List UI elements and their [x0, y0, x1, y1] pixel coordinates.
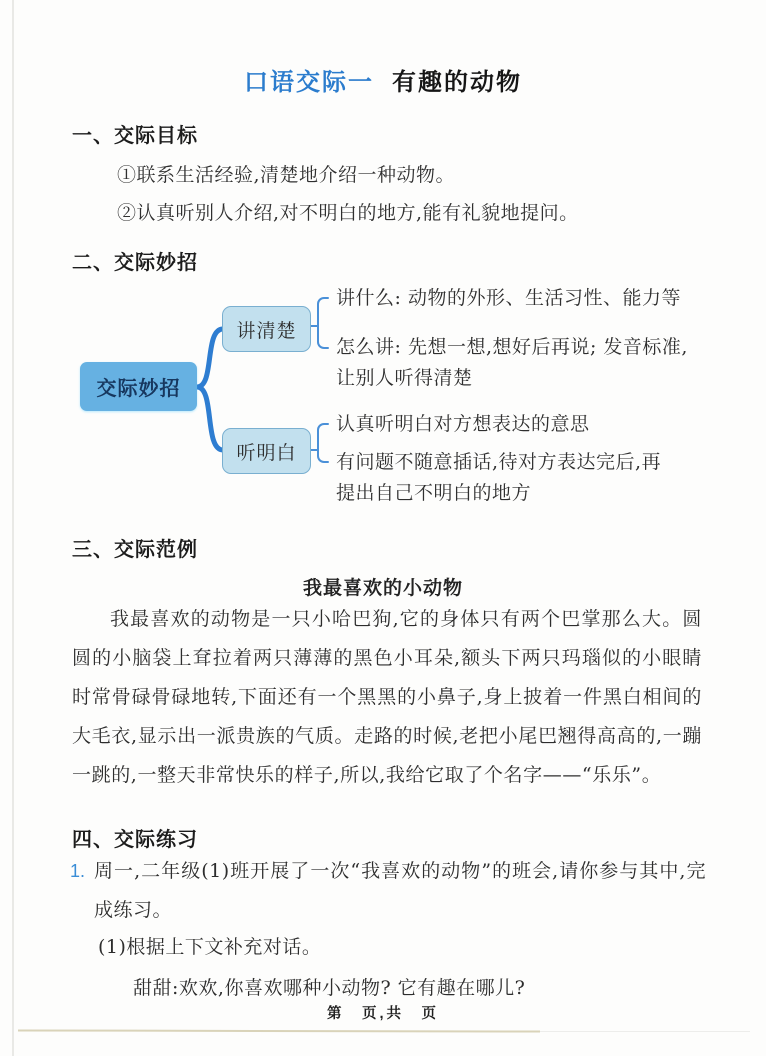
diagram-root-node: 交际妙招 — [80, 362, 197, 411]
page-title-badge: 口语交际一 — [244, 69, 374, 96]
diagram-leaf-how-to-say-line1: 怎么讲: 先想一想,想好后再说; 发音标准, — [336, 336, 688, 358]
question-subitem: (1)根据上下文补充对话。 — [98, 936, 322, 958]
goal-item-1: ①联系生活经验,清楚地介绍一种动物。 — [117, 164, 456, 186]
diagram-branch-listen-well: 听明白 — [222, 428, 311, 474]
question-number: 1. — [70, 861, 86, 881]
question-text: 周一,二年级(1)班开展了一次“我喜欢的动物”的班会,请你参与其中,完成练习。 — [94, 860, 706, 921]
scan-left-edge — [12, 0, 14, 1056]
page-footer: 第 页,共 页 — [326, 1006, 440, 1022]
section-heading-goals: 一、交际目标 — [72, 125, 198, 147]
scan-bottom-shadow — [540, 1031, 750, 1032]
diagram-leaf-no-interrupt-line2: 提出自己不明白的地方 — [336, 482, 532, 504]
goal-item-2: ②认真听别人介绍,对不明白的地方,能有礼貌地提问。 — [117, 202, 579, 224]
scan-bottom-edge — [18, 1029, 540, 1032]
diagram-leaf-no-interrupt-line1: 有问题不随意插话,待对方表达完后,再 — [336, 451, 662, 473]
essay-title: 我最喜欢的小动物 — [302, 577, 463, 599]
diagram-leaf-no-interrupt — [336, 447, 728, 509]
mind-map-diagram — [0, 275, 766, 523]
essay-body: 我最喜欢的动物是一只小哈巴狗,它的身体只有两个巴掌那么大。圆圆的小脑袋上耷拉着两只薄薄的黑色小耳朵,额头下两只玛瑙似的小眼睛时常骨碌骨碌地转,下面还有一个黑黑的小鼻子,身上披着一件黑白相间的大毛衣,显示出一派贵族的气质。走路的时候,老把小尾巴翘得高高的,一蹦一跳的,一整天非常快乐的样子,所以,我给它取了个名字——“乐乐”。 — [72, 608, 702, 786]
page-title-name: 有趣的动物 — [392, 69, 522, 96]
practice-question-1 — [70, 852, 706, 930]
dialog-line-tiantian: 甜甜:欢欢,你喜欢哪种小动物? 它有趣在哪儿? — [133, 977, 526, 999]
section-heading-example: 三、交际范例 — [72, 539, 198, 561]
page-title — [0, 62, 766, 97]
diagram-leaf-what-to-say: 讲什么: 动物的外形、生活习性、能力等 — [336, 287, 681, 309]
section-heading-practice: 四、交际练习 — [72, 829, 198, 851]
section-heading-tips: 二、交际妙招 — [72, 252, 198, 274]
diagram-leaf-how-to-say-line2: 让别人听得清楚 — [336, 367, 473, 389]
diagram-leaf-listen-meaning: 认真听明白对方想表达的意思 — [336, 413, 590, 435]
diagram-branch-speak-clearly: 讲清楚 — [222, 306, 311, 352]
diagram-leaf-how-to-say — [336, 332, 728, 394]
